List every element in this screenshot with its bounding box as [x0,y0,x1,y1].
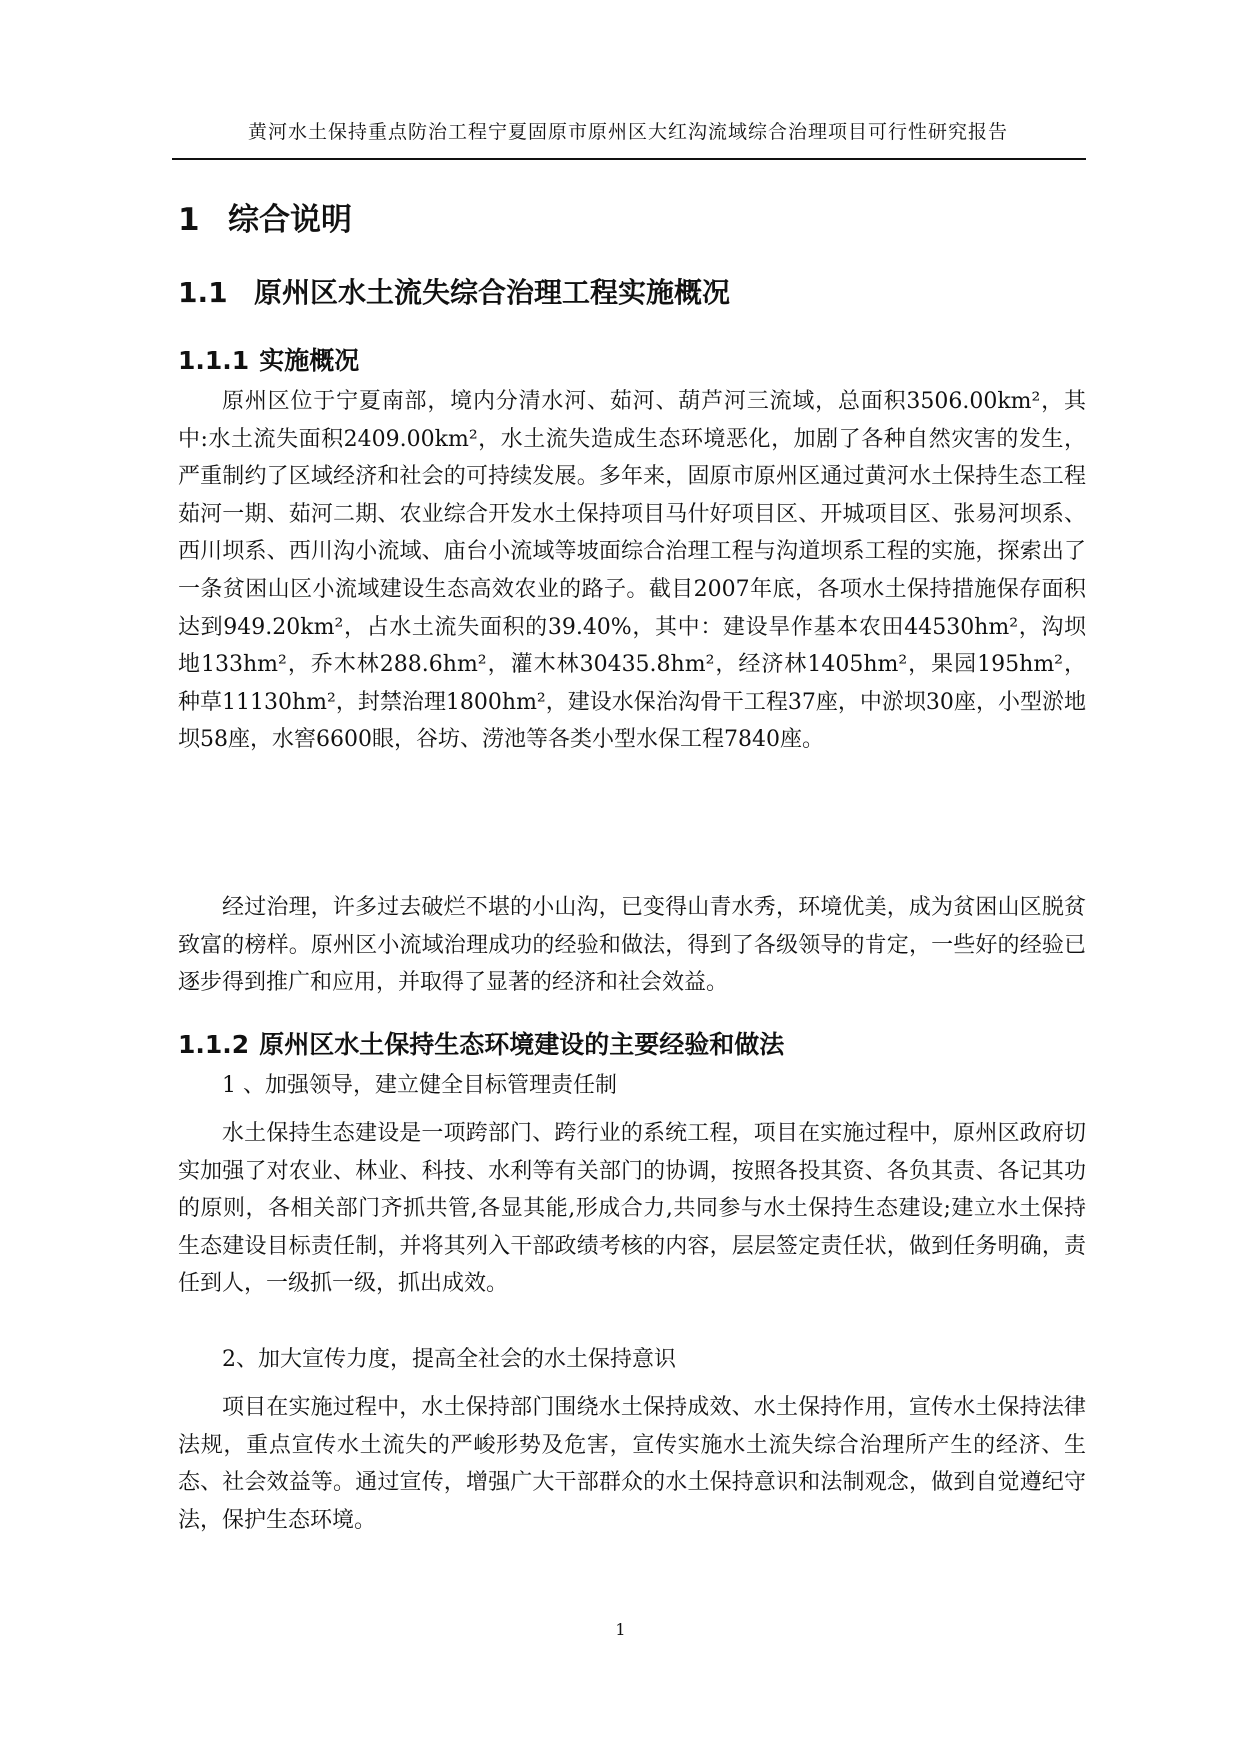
list-item-2: 2、加大宣传力度，提高全社会的水土保持意识 [222,1347,676,1372]
list-item-1: 1 、加强领导，建立健全目标管理责任制 [222,1073,617,1098]
subsection-heading-2 [178,1027,784,1063]
paragraph-overview: 原州区位于宁夏南部，境内分清水河、茹河、葫芦河三流域，总面积3506.00km²，其中:水土流失面积2409.00km²，水土流失造成生态环境恶化，加剧了各种自然灾害的发生，严重制约了区域经济和社会的可持续发展。多年来，固原市原州区通过黄河水土保持生态工程茹河一期、茹河二期、农业综合开发水土保持项目马什好项目区、开城项目区、张易河坝系、西川坝系、西川沟小流域、庙台小流域等坡面综合治理工程与沟道坝系工程的实施，探索出了一条贫困山区小流域建设生态高效农业的路子。截目2007年底，各项水土保持措施保存面积达到949.20km²，占水土流失面积的39.40%，其中：建设旱作基本农田44530hm²，沟坝地133hm²，乔木林288.6hm²，灌木林30435.8hm²，经济林1405hm²，果园195hm²，种草11130hm²，封禁治理1800hm²，建设水保治沟骨干工程37座，中淤坝30座，小型淤地坝58座，水窖6600眼，谷坊、涝池等各类小型水保工程7840座。 [178,389,1086,753]
chapter-title: 综合说明 [228,202,352,238]
page-number: 1 [615,1620,626,1639]
subsection-title-1: 实施概况 [259,346,360,375]
paragraph-results: 经过治理，许多过去破烂不堪的小山沟，已变得山青水秀，环境优美，成为贫困山区脱贫致富的榜样。原州区小流域治理成功的经验和做法，得到了各级领导的肯定，一些好的经验已逐步得到推广和应用，并取得了显著的经济和社会效益。 [178,895,1086,996]
chapter-number: 1 [178,202,200,238]
header-rule [172,158,1086,160]
subsection-number-2: 1.1.2 [178,1030,250,1059]
paragraph-leadership: 水土保持生态建设是一项跨部门、跨行业的系统工程，项目在实施过程中，原州区政府切实加强了对农业、林业、科技、水利等有关部门的协调，按照各投其资、各负其责、各记其功的原则，各相关部门齐抓共管,各显其能,形成合力,共同参与水土保持生态建设;建立水土保持生态建设目标责任制，并将其列入干部政绩考核的内容，层层签定责任状，做到任务明确，责任到人，一级抓一级，抓出成效。 [178,1121,1086,1297]
subsection-title-2: 原州区水土保持生态环境建设的主要经验和做法 [259,1030,785,1059]
section-title: 原州区水土流失综合治理工程实施概况 [254,276,731,309]
running-header: 黄河水土保持重点防治工程宁夏固原市原州区大红沟流域综合治理项目可行性研究报告 [247,121,1008,143]
subsection-number-1: 1.1.1 [178,346,250,375]
chapter-heading [178,198,352,242]
section-number: 1.1 [178,276,228,309]
section-heading [178,273,730,313]
subsection-heading-1 [178,343,359,379]
paragraph-publicity: 项目在实施过程中，水土保持部门围绕水土保持成效、水土保持作用，宣传水土保持法律法规，重点宣传水土流失的严峻形势及危害，宣传实施水土流失综合治理所产生的经济、生态、社会效益等。通过宣传，增强广大干部群众的水土保持意识和法制观念，做到自觉遵纪守法，保护生态环境。 [178,1395,1086,1533]
